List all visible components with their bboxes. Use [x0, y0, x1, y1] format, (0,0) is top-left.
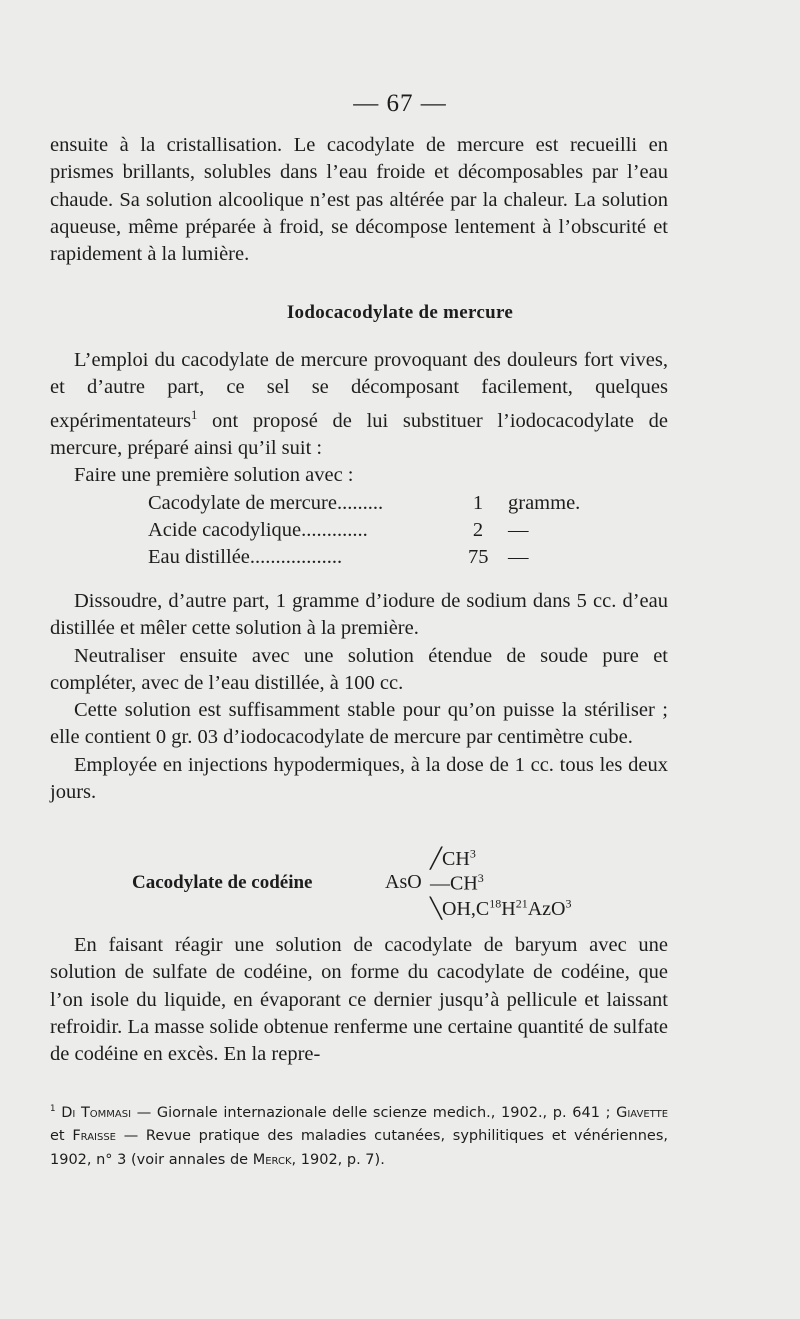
codeine-formula-heading	[0, 846, 800, 926]
recipe-unit: —	[508, 519, 529, 541]
recipe-unit: gramme.	[508, 492, 581, 514]
section1-paragraph-1-text-a: L’emploi du cacodylate de mercure provoquant des douleurs fort vives, et d’autre part, ce sel se décomposant facilement, quelques expérimentateurs	[50, 349, 668, 432]
recipe-quantity: 2	[472, 519, 484, 541]
intro-paragraph-block	[50, 132, 668, 268]
footnote-text-3: — Revue pratique des maladies cutanées, syphilitiques et vénériennes, 1902, n° 3 (voir annales de	[50, 1128, 668, 1168]
page-number: — 67 —	[353, 90, 447, 117]
recipe-ingredient: Eau distillée..................	[148, 546, 343, 568]
section1-paragraph-3: Dissoudre, d’autre part, 1 gramme d’iodure de sodium dans 5 cc. d’eau distillée et mêler cette solution à la première.	[50, 590, 668, 640]
formula-line-1	[430, 846, 476, 871]
footnote-text-4: , 1902, p. 7).	[291, 1151, 385, 1168]
section-heading-iodocacodylate: Iodocacodylate de mercure	[286, 302, 514, 323]
formula-aso: AsO	[385, 871, 422, 893]
formula-line-3-text-a: ╲OH,C	[430, 898, 490, 920]
formula-line-1-text: ╱CH	[430, 848, 470, 870]
section1-paragraph-4: Neutraliser ensuite avec une solution étendue de soude pure et compléter, avec de l’eau distillée, à 100 cc.	[50, 644, 668, 694]
section1-body-top	[50, 347, 668, 489]
footnote-author-1: Di Tommasi	[61, 1104, 132, 1121]
intro-paragraph: ensuite à la cristallisation. Le cacodylate de mercure est recueilli en prismes brillants, solubles dans l’eau froide et décomposables par l’eau chaude. Sa solution alcoolique n’est pas altérée par la chaleur. La solution aqueuse, même préparée à froid, se décompose lentement à l’obscurité et rapidement à la lumière.	[50, 134, 668, 266]
formula-line-3-sup-1: 18	[489, 896, 502, 911]
section1-paragraph-1-text-b: ont proposé de lui substituer l’iodocacodylate de mercure, préparé ainsi qu’il suit :	[50, 409, 668, 459]
formula-line-3-text-c: AzO	[527, 898, 566, 920]
footnote-author-3: Fraisse	[72, 1128, 116, 1145]
formula-line-3-text-b: H	[501, 898, 516, 920]
footnote-author-4: Merck	[252, 1151, 292, 1168]
section1-paragraph-5: Cette solution est suffisamment stable pour qu’on puisse la stériliser ; elle contient 0 gr. 03 d’iodocacodylate de mercure par centimètre cube.	[50, 699, 668, 749]
section-heading-codeine: Cacodylate de codéine	[132, 872, 313, 893]
recipe-quantity: 75	[468, 546, 489, 568]
section1-paragraph-6: Employée en injections hypodermiques, à la dose de 1 cc. tous les deux jours.	[50, 753, 668, 804]
footnote-mark: 1	[50, 1104, 56, 1114]
formula-line-2-sup: 3	[477, 871, 484, 885]
formula-line-2	[430, 871, 484, 896]
recipe-ingredient: Cacodylate de mercure.........	[148, 492, 384, 514]
recipe-quantity: 1	[472, 492, 484, 514]
formula-line-1-sup: 3	[469, 846, 476, 861]
section1-paragraph-1	[50, 347, 668, 462]
formula-line-2-text: —CH	[430, 872, 478, 895]
section1-paragraph-2: Faire une première solution avec :	[74, 464, 354, 487]
footnote-reference: 1	[191, 407, 198, 422]
footnote-text-1: — Giornale internazionale delle scienze medich., 1902., p. 641 ;	[131, 1104, 611, 1121]
formula-line-3-sup-2: 21	[515, 896, 528, 911]
section1-body-bottom	[50, 588, 668, 806]
recipe-ingredient: Acide cacodylique.............	[148, 519, 368, 541]
section2-paragraph-1: En faisant réagir une solution de cacodylate de baryum avec une solution de sulfate de codéine, on forme du cacodylate de codéine, que l’on isole du liquide, en évaporant ce dernier jusqu’à pellicule et laissant refroidir. La masse solide obtenue renferme une certaine quantité de sulfate de codéine en excès. En la repre-	[50, 934, 668, 1066]
footnote-text-2: et	[50, 1128, 73, 1145]
footnote-1	[50, 1098, 668, 1172]
footnotes	[50, 1098, 668, 1172]
footnote-author-2: Giavette	[616, 1104, 669, 1121]
recipe-unit: —	[508, 546, 529, 568]
section2-body	[50, 932, 668, 1068]
formula-line-3	[430, 896, 572, 921]
formula-line-3-sup-3: 3	[565, 896, 572, 911]
